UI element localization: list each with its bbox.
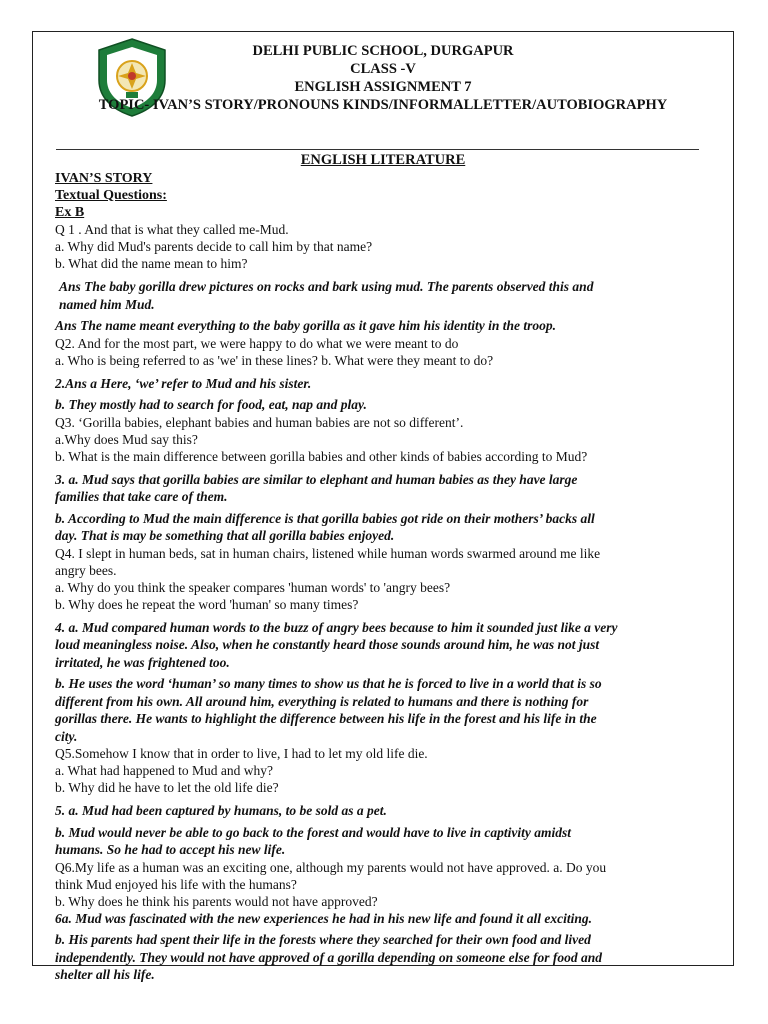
answer-line: city. [55, 728, 78, 744]
answer-line: b. He uses the word ‘human’ so many times to show us that he is forced to live in a world that is so [55, 676, 602, 691]
question-line: Q3. ‘Gorilla babies, elephant babies and human babies are not so different’. [55, 414, 464, 430]
assignment-page [32, 31, 734, 982]
question-line: b. Why does he repeat the word 'human' so many times? [55, 596, 359, 612]
answer-line: irritated, he was frightened too. [55, 654, 230, 670]
question-line: Q 1 . And that is what they called me-Mud. [55, 222, 289, 237]
answer-line: loud meaningless noise. Also, when he constantly heard those sounds around him, he was not just [55, 637, 600, 652]
question-line: a. Who is being referred to as 'we' in these lines? b. What were they meant to do? [55, 352, 494, 368]
exercise-heading: Ex B [55, 205, 85, 220]
question-line: b. What is the main difference between gorilla babies and other kinds of babies according to Mud? [55, 448, 588, 464]
question-line: angry bees. [55, 562, 117, 578]
question-line: a. Why did Mud's parents decide to call him by that name? [55, 239, 373, 254]
answer-line: independently. They would not have approved of a gorilla depending on someone else for food and [55, 949, 602, 965]
answer-line: named him Mud. [59, 296, 155, 312]
question-line: a.Why does Mud say this? [55, 431, 198, 447]
class-label: CLASS -V [350, 61, 416, 77]
question-line: Q2. And for the most part, we were happy to do what we were meant to do [55, 335, 459, 351]
topic-line: TOPIC- IVAN’S STORY/PRONOUNS KINDS/INFORMALLETTER/AUTOBIOGRAPHY [98, 97, 668, 113]
question-line: b. Why does he think his parents would not have approved? [55, 893, 378, 909]
answer-line: different from his own. All around him, everything is related to humans and there is nothing for [55, 693, 589, 709]
textual-heading: Textual Questions: [55, 188, 167, 203]
school-name: DELHI PUBLIC SCHOOL, DURGAPUR [252, 43, 514, 59]
assignment-title: ENGLISH ASSIGNMENT 7 [294, 79, 472, 95]
question-line: a. Why do you think the speaker compares 'human words' to 'angry bees? [55, 579, 451, 595]
question-line: b. What did the name mean to him? [55, 256, 248, 271]
answer-line: b. Mud would never be able to go back to the forest and would have to live in captivity amidst [55, 824, 571, 840]
question-line: b. Why did he have to let the old life die? [55, 780, 279, 795]
header-divider [56, 149, 699, 150]
answer-line: shelter all his life. [55, 967, 155, 982]
story-heading: IVAN’S STORY [55, 171, 153, 186]
answer-line: 4. a. Mud compared human words to the buzz of angry bees because to him it sounded just like a very [55, 619, 618, 635]
answer-line: b. According to Mud the main difference is that gorilla babies got ride on their mothers’ backs all [55, 510, 595, 526]
answer-line: families that take care of them. [55, 489, 228, 504]
question-line: Q4. I slept in human beds, sat in human chairs, listened while human words swarmed around me like [55, 545, 601, 561]
questions-content [55, 170, 710, 984]
question-line: Q5.Somehow I know that in order to live, I had to let my old life die. [55, 746, 428, 761]
answer-line: b. His parents had spent their life in the forests where they searched for their own food and lived [55, 932, 591, 947]
answer-line: gorillas there. He wants to highlight the difference between his life in the forest and his life in the [55, 711, 597, 726]
question-line: a. What had happened to Mud and why? [55, 763, 273, 778]
answer-line: humans. So he had to accept his new life. [55, 842, 286, 857]
answer-line: 2.Ans a Here, ‘we’ refer to Mud and his sister. [55, 375, 312, 391]
answer-line: 6a. Mud was fascinated with the new experiences he had in his new life and found it all exciting. [55, 910, 593, 926]
answer-line: Ans The baby gorilla drew pictures on rocks and bark using mud. The parents observed this and [59, 279, 594, 294]
answer-line: Ans The name meant everything to the baby gorilla as it gave him his identity in the troop. [55, 318, 557, 333]
question-line: Q6.My life as a human was an exciting one, although my parents would not have approved. a. Do you [55, 859, 607, 875]
answer-line: 5. a. Mud had been captured by humans, to be sold as a pet. [55, 803, 387, 818]
question-line: think Mud enjoyed his life with the humans? [55, 876, 297, 892]
answer-line: 3. a. Mud says that gorilla babies are similar to elephant and human babies as they have large [55, 471, 578, 487]
section-title: ENGLISH LITERATURE [300, 152, 466, 168]
answer-line: b. They mostly had to search for food, eat, nap and play. [55, 397, 367, 412]
answer-line: day. That is may be something that all gorilla babies enjoyed. [55, 528, 395, 543]
